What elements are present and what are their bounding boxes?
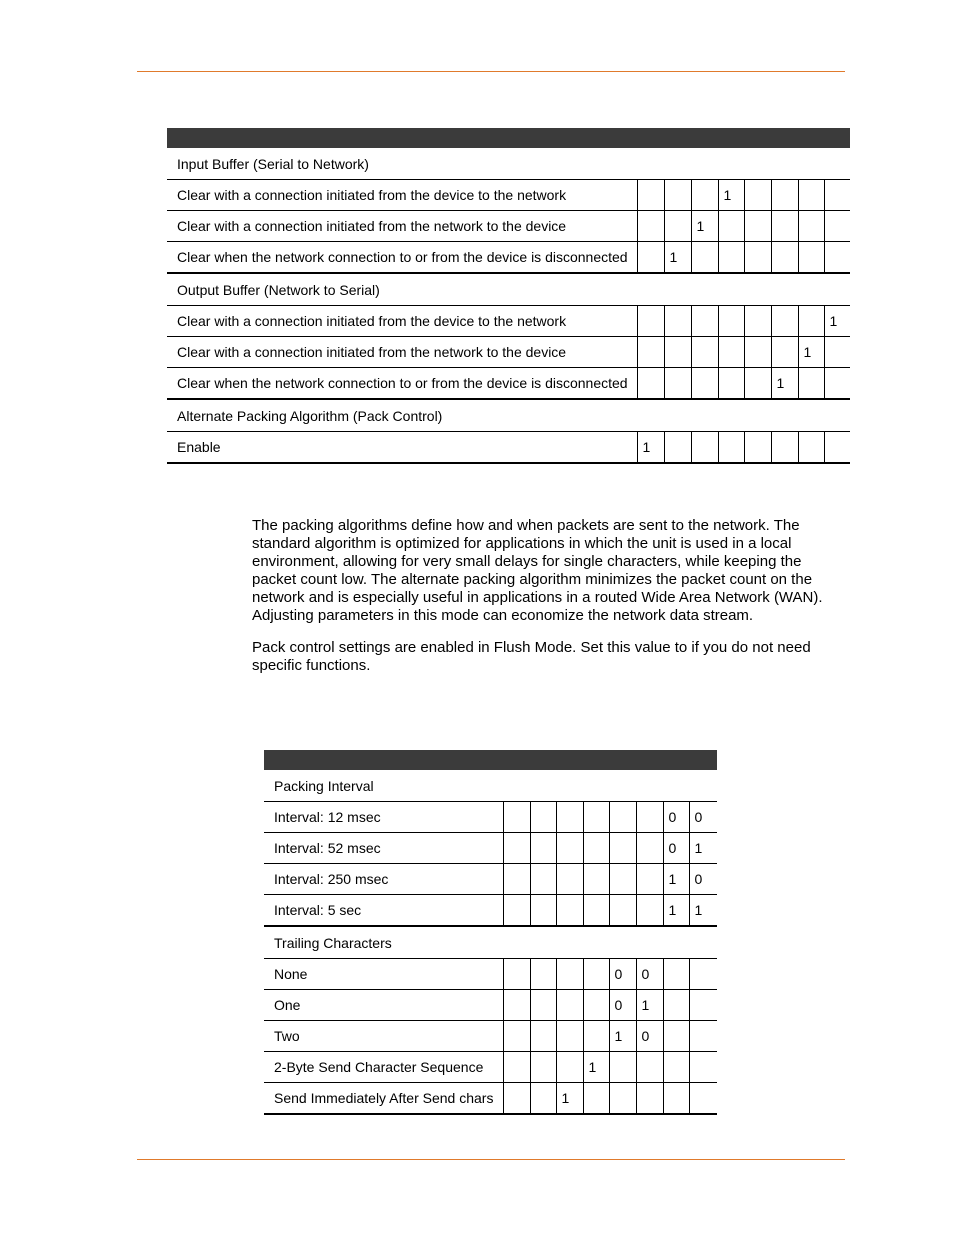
- bit-cell: 1: [689, 895, 717, 927]
- bit-cell: [583, 895, 609, 927]
- bit-cell: [503, 1021, 530, 1052]
- row-label: Clear with a connection initiated from the device to the network: [167, 180, 637, 211]
- bit-cell: 0: [689, 802, 717, 833]
- row-label: Enable: [167, 432, 637, 464]
- bit-cell: [744, 211, 771, 242]
- table-row: [264, 1021, 717, 1052]
- bit-cell: [530, 1021, 556, 1052]
- header-rule: [137, 71, 845, 72]
- bit-cell: [583, 959, 609, 990]
- section-header-row: [264, 770, 717, 802]
- section-header-row: [167, 148, 850, 180]
- bit-cell: [689, 1021, 717, 1052]
- bit-cell: [664, 432, 691, 464]
- bit-cell: [663, 1021, 689, 1052]
- bit-cell: [530, 1052, 556, 1083]
- bit-cell: 0: [689, 864, 717, 895]
- bit-cell: [530, 1083, 556, 1115]
- bit-cell: [744, 337, 771, 368]
- bit-cell: [691, 337, 718, 368]
- bit-cell: [530, 802, 556, 833]
- bit-cell: 1: [824, 306, 850, 337]
- section-header-row: [167, 273, 850, 306]
- bit-cell: [556, 990, 583, 1021]
- bit-cell: [503, 802, 530, 833]
- bit-cell: [503, 1083, 530, 1115]
- bit-cell: [689, 959, 717, 990]
- bit-cell: [530, 990, 556, 1021]
- bit-cell: 1: [637, 432, 664, 464]
- table-row: [264, 1083, 717, 1115]
- bit-cell: [824, 432, 850, 464]
- bit-cell: [530, 864, 556, 895]
- bit-cell: [636, 895, 663, 927]
- bit-cell: 1: [771, 368, 798, 400]
- bit-cell: [636, 833, 663, 864]
- bit-cell: [664, 306, 691, 337]
- bit-cell: [771, 337, 798, 368]
- bit-cell: 0: [609, 990, 636, 1021]
- table-header-row: [167, 128, 850, 148]
- bit-cell: 1: [718, 180, 744, 211]
- bit-cell: [718, 211, 744, 242]
- table-row: [167, 337, 850, 368]
- bit-cell: [583, 990, 609, 1021]
- bit-cell: [609, 895, 636, 927]
- bit-cell: [583, 1083, 609, 1115]
- table-row: [167, 306, 850, 337]
- bit-cell: [824, 337, 850, 368]
- bit-cell: [609, 833, 636, 864]
- bit-cell: [503, 990, 530, 1021]
- bit-cell: [691, 432, 718, 464]
- bit-cell: [503, 959, 530, 990]
- bit-cell: [503, 833, 530, 864]
- bit-cell: [824, 368, 850, 400]
- bit-cell: [609, 864, 636, 895]
- bit-cell: [663, 1052, 689, 1083]
- table-row: [264, 802, 717, 833]
- bit-cell: [744, 180, 771, 211]
- bit-cell: [530, 833, 556, 864]
- section-title: Packing Interval: [264, 770, 717, 802]
- table-row: [167, 368, 850, 400]
- bit-cell: [637, 242, 664, 274]
- pack-control-table-body: [264, 750, 717, 1114]
- bit-cell: 1: [663, 895, 689, 927]
- bit-cell: [691, 242, 718, 274]
- flush-mode-table-body: [167, 128, 850, 463]
- table-row: [167, 242, 850, 274]
- bit-cell: [556, 864, 583, 895]
- row-label: Two: [264, 1021, 503, 1052]
- bit-cell: 1: [609, 1021, 636, 1052]
- bit-cell: 1: [798, 337, 824, 368]
- row-label: Interval: 52 msec: [264, 833, 503, 864]
- bit-cell: [556, 1021, 583, 1052]
- row-label: Clear with a connection initiated from the device to the network: [167, 306, 637, 337]
- bit-cell: 1: [689, 833, 717, 864]
- bit-cell: [798, 211, 824, 242]
- pack-control-paragraph: Pack control settings are enabled in Flush Mode. Set this value to if you do not need specific functions.: [252, 639, 811, 674]
- bit-cell: [824, 211, 850, 242]
- bit-cell: [663, 1083, 689, 1115]
- bit-cell: [691, 180, 718, 211]
- bit-cell: 0: [636, 959, 663, 990]
- bit-cell: [664, 368, 691, 400]
- bit-cell: [636, 864, 663, 895]
- bit-cell: [637, 368, 664, 400]
- bit-cell: [583, 864, 609, 895]
- bit-cell: [824, 242, 850, 274]
- bit-cell: 1: [636, 990, 663, 1021]
- bit-cell: [637, 180, 664, 211]
- bit-cell: 0: [663, 802, 689, 833]
- bit-cell: [556, 895, 583, 927]
- bit-cell: [691, 306, 718, 337]
- bit-cell: [744, 432, 771, 464]
- pack-control-table: [264, 750, 717, 1115]
- bit-cell: [824, 180, 850, 211]
- bit-cell: [744, 306, 771, 337]
- bit-cell: [556, 959, 583, 990]
- row-label: Interval: 250 msec: [264, 864, 503, 895]
- bit-cell: [798, 306, 824, 337]
- bit-cell: [636, 1083, 663, 1115]
- bit-cell: [664, 337, 691, 368]
- table-row: [167, 211, 850, 242]
- section-title: Alternate Packing Algorithm (Pack Control): [167, 399, 850, 432]
- section-header-row: [167, 399, 850, 432]
- bit-cell: [691, 368, 718, 400]
- bit-cell: 0: [609, 959, 636, 990]
- bit-cell: [636, 1052, 663, 1083]
- table-row: [264, 895, 717, 927]
- row-label: Interval: 5 sec: [264, 895, 503, 927]
- bit-cell: [503, 1052, 530, 1083]
- bit-cell: [664, 180, 691, 211]
- bit-cell: [689, 1052, 717, 1083]
- bit-cell: [636, 802, 663, 833]
- table-row: [264, 864, 717, 895]
- bit-cell: [771, 306, 798, 337]
- bit-cell: [503, 895, 530, 927]
- row-label: 2-Byte Send Character Sequence: [264, 1052, 503, 1083]
- section-header-row: [264, 926, 717, 959]
- bit-cell: [798, 368, 824, 400]
- bit-cell: [530, 959, 556, 990]
- bit-cell: [609, 1083, 636, 1115]
- bit-cell: [798, 432, 824, 464]
- table-row: [167, 180, 850, 211]
- bit-cell: [744, 242, 771, 274]
- bit-cell: [637, 211, 664, 242]
- bit-cell: [718, 306, 744, 337]
- packing-algorithm-paragraph: The packing algorithms define how and when packets are sent to the network. The standard algorithm is optimized for applications in which the unit is used in a local environment, allowing for very small delays for single characters, while keeping the packet count low. The alternate packing algorithm minimizes the packet count on the network and is especially useful in applications in a routed Wide Area Network (WAN). Adjusting parameters in this mode can economize the network data stream.: [252, 517, 823, 624]
- bit-cell: [718, 337, 744, 368]
- bit-cell: [798, 180, 824, 211]
- bit-cell: [689, 1083, 717, 1115]
- bit-cell: 1: [583, 1052, 609, 1083]
- section-title: Input Buffer (Serial to Network): [167, 148, 850, 180]
- bit-cell: [663, 959, 689, 990]
- table-row: [167, 432, 850, 464]
- bit-cell: [583, 833, 609, 864]
- bit-cell: [663, 990, 689, 1021]
- table-row: [264, 1052, 717, 1083]
- row-label: Clear with a connection initiated from the network to the device: [167, 211, 637, 242]
- row-label: Send Immediately After Send chars: [264, 1083, 503, 1115]
- table-header-row: [264, 750, 717, 770]
- section-title: Output Buffer (Network to Serial): [167, 273, 850, 306]
- bit-cell: [771, 242, 798, 274]
- table-row: [264, 833, 717, 864]
- bit-cell: [718, 432, 744, 464]
- bit-cell: [556, 802, 583, 833]
- row-label: Clear when the network connection to or from the device is disconnected: [167, 368, 637, 400]
- bit-cell: [637, 337, 664, 368]
- bit-cell: [771, 432, 798, 464]
- row-label: Clear when the network connection to or from the device is disconnected: [167, 242, 637, 274]
- bit-cell: [798, 242, 824, 274]
- bit-cell: [664, 211, 691, 242]
- bit-cell: [771, 211, 798, 242]
- table-row: [264, 990, 717, 1021]
- row-label: Clear with a connection initiated from the network to the device: [167, 337, 637, 368]
- footer-rule: [137, 1159, 845, 1160]
- row-label: Interval: 12 msec: [264, 802, 503, 833]
- bit-cell: [503, 864, 530, 895]
- row-label: None: [264, 959, 503, 990]
- bit-cell: 1: [556, 1083, 583, 1115]
- bit-cell: [556, 1052, 583, 1083]
- bit-cell: [609, 1052, 636, 1083]
- bit-cell: [637, 306, 664, 337]
- bit-cell: [689, 990, 717, 1021]
- bit-cell: [744, 368, 771, 400]
- bit-cell: [718, 368, 744, 400]
- bit-cell: [609, 802, 636, 833]
- bit-cell: 1: [663, 864, 689, 895]
- row-label: One: [264, 990, 503, 1021]
- bit-cell: [718, 242, 744, 274]
- section-title: Trailing Characters: [264, 926, 717, 959]
- bit-cell: [771, 180, 798, 211]
- bit-cell: 1: [691, 211, 718, 242]
- table-row: [264, 959, 717, 990]
- bit-cell: 0: [636, 1021, 663, 1052]
- bit-cell: 1: [664, 242, 691, 274]
- bit-cell: [556, 833, 583, 864]
- bit-cell: [530, 895, 556, 927]
- bit-cell: 0: [663, 833, 689, 864]
- flush-mode-table: [167, 128, 850, 464]
- bit-cell: [583, 1021, 609, 1052]
- bit-cell: [583, 802, 609, 833]
